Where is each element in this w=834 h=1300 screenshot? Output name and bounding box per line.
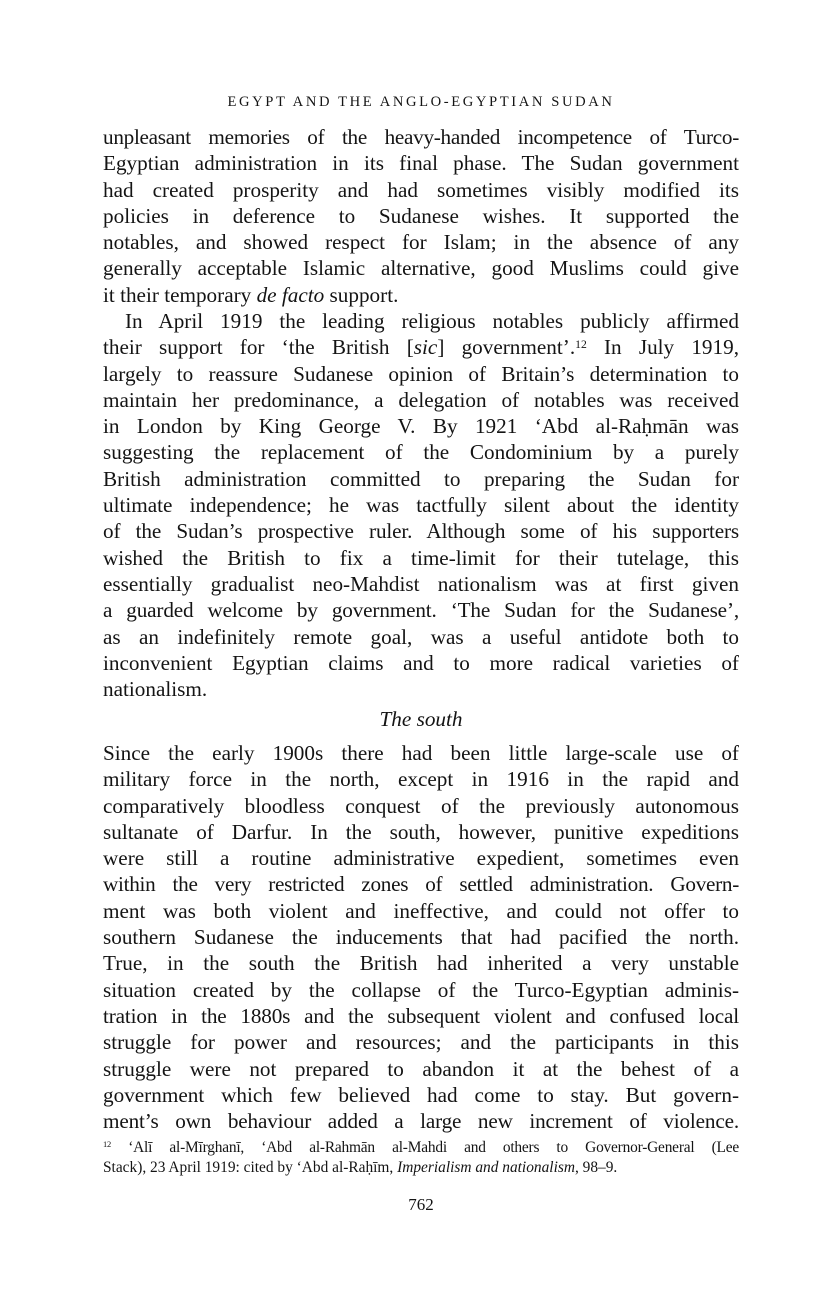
footnote-line	[103, 1158, 739, 1178]
text-line: government which few believed had come to stay. But govern-	[103, 1082, 739, 1107]
text-span: ] government’.	[437, 335, 576, 360]
text-line: within the very restricted zones of settled administration. Govern-	[103, 872, 739, 897]
text-span: In July 1919,	[586, 335, 740, 360]
text-line: British administration committed to preparing the Sudan for	[103, 466, 739, 491]
footnote-line	[103, 1138, 739, 1158]
footnote-text: ‘Alī al-Mīrghanī, ‘Abd al-Rahmān al-Mahdi and others to Governor-General (Lee	[111, 1139, 739, 1156]
text-line: sultanate of Darfur. In the south, however, punitive expeditions	[103, 819, 739, 844]
text-line: ment was both violent and ineffective, and could not offer to	[103, 898, 739, 923]
paragraph-2	[103, 308, 739, 702]
text-line: southern Sudanese the inducements that had pacified the north.	[103, 925, 739, 950]
text-line: struggle were not prepared to abandon it at the behest of a	[103, 1056, 739, 1081]
text-line: ultimate independence; he was tactfully silent about the identity	[103, 493, 739, 518]
running-head: EGYPT AND THE ANGLO-EGYPTIAN SUDAN	[227, 94, 615, 110]
text-line: Since the early 1900s there had been little large-scale use of	[103, 741, 739, 765]
cited-title: Imperialism and nationalism	[397, 1159, 575, 1176]
text-line: In April 1919 the leading religious notables publicly affirmed	[125, 309, 739, 333]
text-line: tration in the 1880s and the subsequent violent and confused local	[103, 1003, 739, 1028]
footnote-ref: 12	[575, 337, 587, 351]
footnote-text: , 98–9.	[574, 1159, 618, 1176]
text-line: in London by King George V. By 1921 ‘Abd al-Raḥmān was	[103, 414, 739, 439]
text-line: True, in the south the British had inherited a very unstable	[103, 951, 739, 976]
text-span: support.	[324, 282, 399, 307]
paragraph-1	[103, 124, 739, 308]
text-line: a guarded welcome by government. ‘The Sudan for the Sudanese’,	[103, 598, 739, 623]
text-line: had created prosperity and had sometimes visibly modified its	[103, 177, 739, 202]
text-line: nationalism.	[103, 677, 208, 702]
sic-mark: sic	[413, 335, 438, 360]
text-line: military force in the north, except in 1916 in the rapid and	[103, 767, 739, 792]
text-line: as an indefinitely remote goal, was a useful antidote both to	[103, 624, 739, 649]
text-line: unpleasant memories of the heavy-handed incompetence of Turco-	[103, 125, 739, 149]
text-line: of the Sudan’s prospective ruler. Although some of his supporters	[103, 519, 739, 544]
text-line: comparatively bloodless conquest of the previously autonomous	[103, 793, 739, 818]
text-line: suggesting the replacement of the Condominium by a purely	[103, 440, 739, 465]
text-line: inconvenient Egyptian claims and to more radical varieties of	[103, 650, 739, 675]
text-span: it their temporary	[103, 282, 257, 307]
text-line: ment’s own behaviour added a large new increment of violence.	[103, 1109, 739, 1134]
text-line: wished the British to fix a time-limit for their tutelage, this	[103, 545, 739, 570]
text-line: Egyptian administration in its final phase. The Sudan government	[103, 151, 739, 176]
text-line: struggle for power and resources; and the participants in this	[103, 1030, 739, 1055]
text-line: essentially gradualist neo-Mahdist nationalism was at first given	[103, 571, 739, 596]
text-line: policies in deference to Sudanese wishes. It supported the	[103, 203, 739, 228]
page-number: 762	[408, 1195, 434, 1214]
section-heading: The south	[379, 707, 463, 731]
text-span: their support for ‘the British [	[103, 335, 414, 360]
text-line	[103, 334, 739, 360]
text-line: generally acceptable Islamic alternative, good Muslims could give	[103, 256, 739, 281]
footnote-text: Stack), 23 April 1919: cited by ‘Abd al-Raḥīm,	[103, 1159, 398, 1176]
text-line: situation created by the collapse of the Turco-Egyptian adminis-	[103, 977, 739, 1002]
text-line: largely to reassure Sudanese opinion of Britain’s determination to	[103, 361, 739, 386]
footnote	[103, 1138, 739, 1178]
text-line: notables, and showed respect for Islam; in the absence of any	[103, 230, 739, 255]
paragraph-3	[103, 740, 739, 1134]
footnote-number: 12	[103, 1139, 112, 1150]
text-line: were still a routine administrative expedient, sometimes even	[103, 846, 739, 871]
book-page	[103, 0, 739, 1300]
italic-term: de facto	[256, 282, 325, 307]
text-line: maintain her predominance, a delegation of notables was received	[103, 387, 739, 412]
text-line	[103, 282, 739, 308]
